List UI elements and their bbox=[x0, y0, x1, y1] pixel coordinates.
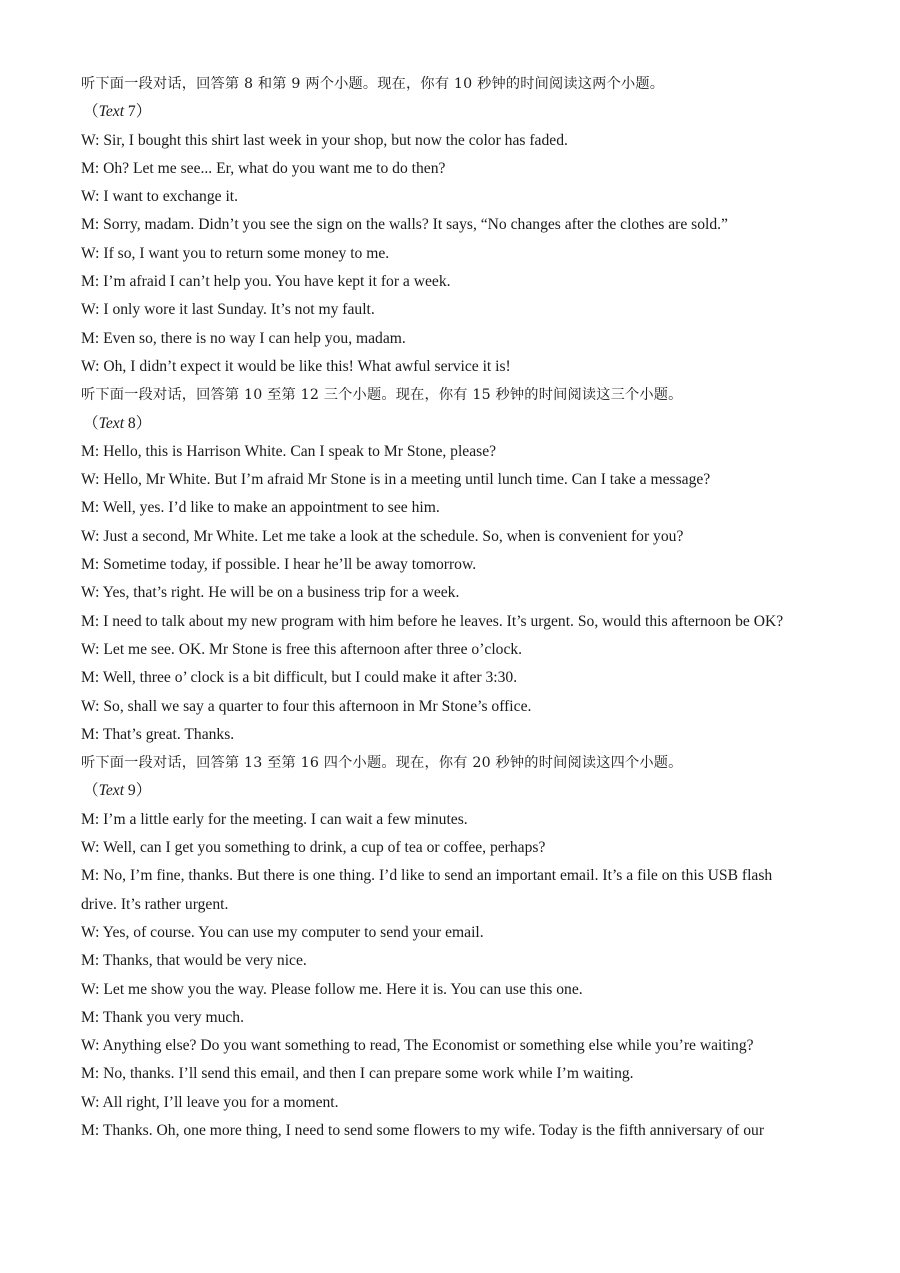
dialogue-line: M: I’m afraid I can’t help you. You have kept it for a week. bbox=[81, 273, 451, 291]
label-close-paren: ） bbox=[135, 782, 152, 800]
dialogue-line: M: No, thanks. I’ll send this email, and then I can prepare some work while I’m waiting. bbox=[81, 1065, 634, 1083]
instruction-line: 听下面一段对话，回答第 8 和第 9 两个小题。现在，你有 10 秒钟的时间阅读这两个小题。 bbox=[81, 76, 665, 92]
dialogue-line: W: Just a second, Mr White. Let me take a look at the schedule. So, when is convenient for you? bbox=[81, 527, 684, 545]
dialogue-line: W: Oh, I didn’t expect it would be like this! What awful service it is! bbox=[81, 357, 511, 375]
dialogue-line: M: That’s great. Thanks. bbox=[81, 725, 235, 743]
label-open-paren: （ bbox=[83, 414, 99, 432]
dialogue-line: M: Hello, this is Harrison White. Can I speak to Mr Stone, please? bbox=[81, 442, 497, 460]
text-section-label bbox=[81, 98, 821, 126]
dialogue-line: drive. It’s rather urgent. bbox=[81, 895, 229, 913]
dialogue-line: M: Well, yes. I’d like to make an appointment to see him. bbox=[81, 499, 440, 517]
dialogue-line: M: No, I’m fine, thanks. But there is one thing. I’d like to send an important email. It’s a file on this USB flash bbox=[81, 867, 773, 885]
dialogue-line: W: Hello, Mr White. But I’m afraid Mr Stone is in a meeting until lunch time. Can I take a message? bbox=[81, 471, 711, 489]
dialogue-line: W: So, shall we say a quarter to four this afternoon in Mr Stone’s office. bbox=[81, 697, 532, 715]
dialogue-line: M: Even so, there is no way I can help you, madam. bbox=[81, 329, 406, 347]
dialogue-line: M: Thank you very much. bbox=[81, 1008, 244, 1026]
instruction-line: 听下面一段对话，回答第 13 至第 16 四个小题。现在，你有 20 秒钟的时间阅读这四个小题。 bbox=[81, 755, 683, 772]
dialogue-line: M: Well, three o’ clock is a bit difficult, but I could make it after 3:30. bbox=[81, 669, 518, 687]
dialogue-line: W: Well, can I get you something to drink, a cup of tea or coffee, perhaps? bbox=[81, 839, 546, 857]
dialogue-line: W: Anything else? Do you want something to read, The Economist or something else while you’re waiting? bbox=[81, 1037, 754, 1055]
dialogue-line: M: Thanks, that would be very nice. bbox=[81, 952, 307, 970]
dialogue-line: W: If so, I want you to return some money to me. bbox=[81, 244, 390, 262]
dialogue-line: W: Sir, I bought this shirt last week in your shop, but now the color has faded. bbox=[81, 131, 568, 149]
label-open-paren: （ bbox=[83, 782, 99, 800]
dialogue-line: W: Yes, of course. You can use my computer to send your email. bbox=[81, 923, 484, 941]
text-section-label bbox=[81, 410, 821, 438]
dialogue-line: M: Thanks. Oh, one more thing, I need to send some flowers to my wife. Today is the fifth anniversary of our bbox=[81, 1121, 765, 1139]
dialogue-line: W: Let me show you the way. Please follow me. Here it is. You can use this one. bbox=[81, 980, 583, 998]
label-close-paren: ） bbox=[135, 103, 152, 121]
dialogue-line: M: Sometime today, if possible. I hear he’ll be away tomorrow. bbox=[81, 556, 477, 574]
label-number: 8 bbox=[124, 414, 136, 432]
instruction-line: 听下面一段对话，回答第 10 至第 12 三个小题。现在，你有 15 秒钟的时间阅读这三个小题。 bbox=[81, 387, 683, 404]
dialogue-line: W: Let me see. OK. Mr Stone is free this afternoon after three o’clock. bbox=[81, 640, 523, 658]
label-text-word: Text bbox=[98, 414, 125, 432]
label-text-word: Text bbox=[98, 103, 125, 121]
dialogue-line: M: I’m a little early for the meeting. I can wait a few minutes. bbox=[81, 810, 468, 828]
transcript-body bbox=[81, 70, 821, 1145]
dialogue-line: W: Yes, that’s right. He will be on a business trip for a week. bbox=[81, 584, 460, 602]
label-close-paren: ） bbox=[135, 414, 152, 432]
dialogue-line: W: I only wore it last Sunday. It’s not my fault. bbox=[81, 301, 375, 319]
dialogue-line: W: I want to exchange it. bbox=[81, 188, 239, 206]
label-number: 9 bbox=[124, 782, 136, 800]
dialogue-line: W: All right, I’ll leave you for a moment. bbox=[81, 1093, 339, 1111]
dialogue-line: M: Sorry, madam. Didn’t you see the sign on the walls? It says, “No changes after the clothes are sold.” bbox=[81, 216, 728, 234]
label-open-paren: （ bbox=[83, 103, 99, 121]
text-section-label bbox=[81, 777, 821, 805]
dialogue-line: M: I need to talk about my new program with him before he leaves. It’s urgent. So, would this afternoon be OK? bbox=[81, 612, 784, 630]
label-number: 7 bbox=[124, 103, 136, 121]
label-text-word: Text bbox=[98, 782, 125, 800]
dialogue-line: M: Oh? Let me see... Er, what do you want me to do then? bbox=[81, 159, 446, 177]
